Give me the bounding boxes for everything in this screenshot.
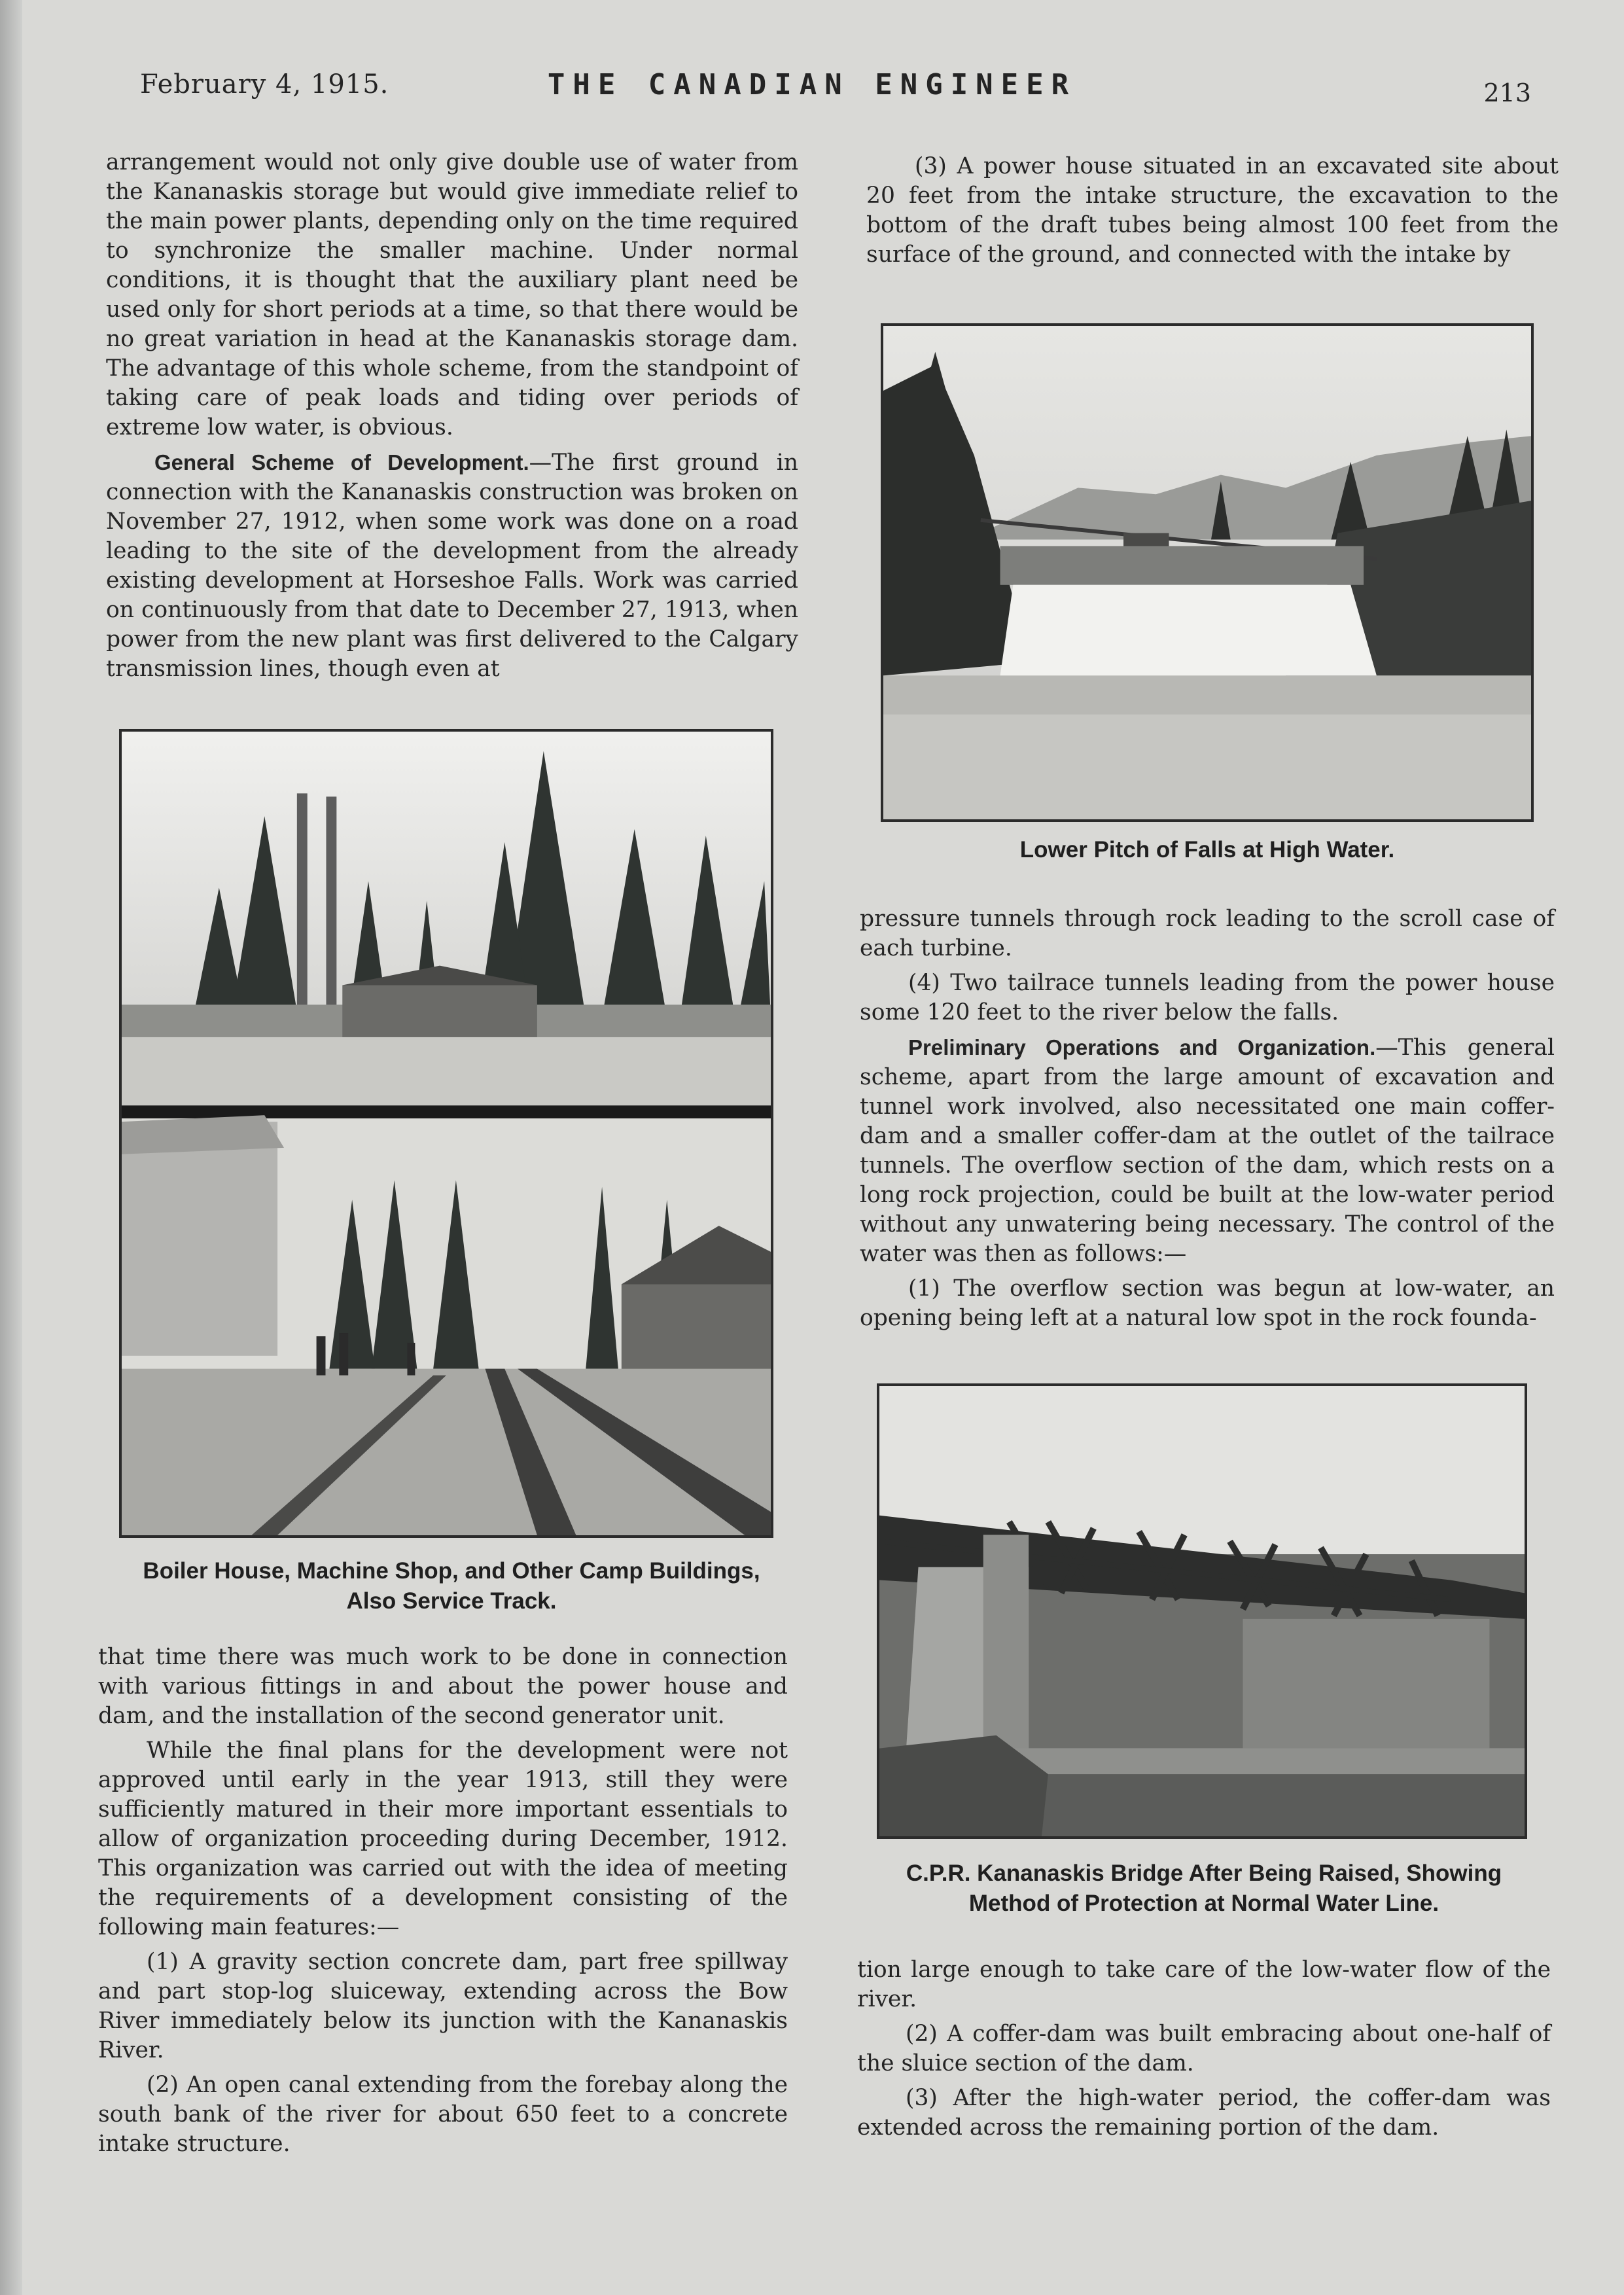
falls-photo: [881, 323, 1534, 822]
journal-title: THE CANADIAN ENGINEER: [547, 68, 1077, 101]
caption-line: Method of Protection at Normal Water Line.: [968, 1891, 1439, 1916]
bridge-image: [879, 1386, 1525, 1836]
paragraph: (1) A gravity section concrete dam, part free spillway and part stop-log sluiceway, extending across the Bow River immediately below its junction with the Kananaskis River.: [98, 1949, 788, 2063]
camp-buildings-image: [122, 732, 771, 1535]
section-heading: Preliminary Operations and Organization.: [908, 1035, 1376, 1059]
issue-date: February 4, 1915.: [140, 69, 389, 99]
bridge-photo: [877, 1383, 1527, 1839]
paragraph-text: —This general scheme, apart from the large amount of excavation and tunnel work involved, also necessitated one main coffer-dam and a smaller coffer-dam at the outlet of the tailrace tunnels. The overflow section of the dam, which rests on a long rock projection, could be built at the low-water period without any unwatering being necessary. The control of the water was then as follows:—: [860, 1035, 1555, 1267]
paragraph: arrangement would not only give double use of water from the Kananaskis storage but would give immediate relief to the main power plants, depending only on the time required to synchronize the smaller machine. Under normal conditions, it is thought that the auxiliary plant need be used only for short periods at a time, so that there would be no great variation in head at the Kananaskis storage dam. The advantage of this whole scheme, from the standpoint of taking care of peak loads and tiding over periods of extreme low water, is obvious.: [106, 149, 798, 440]
paragraph-text: —The first ground in connection with the Kananaskis construction was broken on November 27, 1912, when some work was done on a road leading to the site of the development from the already existing development at Horseshoe Falls. Work was carried on continuously from that date to December 27, 1913, when power from the new plant was first delivered to the Calgary transmission lines, though even at: [106, 450, 798, 682]
binding-gutter: [0, 0, 22, 2295]
paragraph: (4) Two tailrace tunnels leading from the power house some 120 feet to the river below the falls.: [860, 970, 1555, 1025]
paragraph: While the final plans for the development were not approved until early in the year 1913, still they were sufficiently matured in their more important essentials to allow of organization proceeding during December, 1912. This organization was carried out with the idea of meeting the requirements of a development consisting of the following main features:—: [98, 1737, 788, 1940]
paragraph: pressure tunnels through rock leading to the scroll case of each turbine.: [860, 906, 1555, 961]
page-number: 213: [1483, 79, 1531, 107]
paragraph: (3) After the high-water period, the coffer-dam was extended across the remaining portion of the dam.: [857, 2085, 1551, 2141]
right-column-middle-text: [860, 904, 1555, 1338]
bridge-caption: [851, 1859, 1557, 1919]
left-column-bottom-text: [98, 1643, 788, 2164]
paragraph: [860, 1033, 1555, 1269]
camp-buildings-caption: [98, 1556, 805, 1616]
falls-caption: Lower Pitch of Falls at High Water.: [1019, 837, 1395, 863]
paragraph: [106, 448, 798, 684]
paragraph: (2) An open canal extending from the forebay along the south bank of the river for about 650 feet to a concrete intake structure.: [98, 2072, 788, 2157]
left-column-top-text: [106, 148, 798, 689]
right-column-bottom-text: [857, 1955, 1551, 2148]
paragraph: tion large enough to take care of the low-water flow of the river.: [857, 1957, 1551, 2012]
caption-line: C.P.R. Kananaskis Bridge After Being Raised, Showing: [906, 1860, 1502, 1886]
paragraph: (1) The overflow section was begun at low-water, an opening being left at a natural low spot in the rock founda-: [860, 1275, 1555, 1331]
section-heading: General Scheme of Development.: [154, 450, 529, 474]
falls-image: [883, 326, 1531, 819]
caption-line: Boiler House, Machine Shop, and Other Camp Buildings,: [143, 1558, 760, 1584]
running-header: [0, 64, 1624, 116]
caption-line: Also Service Track.: [346, 1588, 557, 1614]
right-column-top-text: [866, 152, 1559, 275]
paragraph: (3) A power house situated in an excavated site about 20 feet from the intake structure, the excavation to the bottom of the draft tubes being almost 100 feet from the surface of the ground, and connected with the intake by: [866, 153, 1559, 268]
paragraph: that time there was much work to be done in connection with various fittings in and about the power house and dam, and the installation of the second generator unit.: [98, 1644, 788, 1729]
camp-buildings-photo: [119, 729, 773, 1538]
paragraph: (2) A coffer-dam was built embracing about one-half of the sluice section of the dam.: [857, 2021, 1551, 2076]
